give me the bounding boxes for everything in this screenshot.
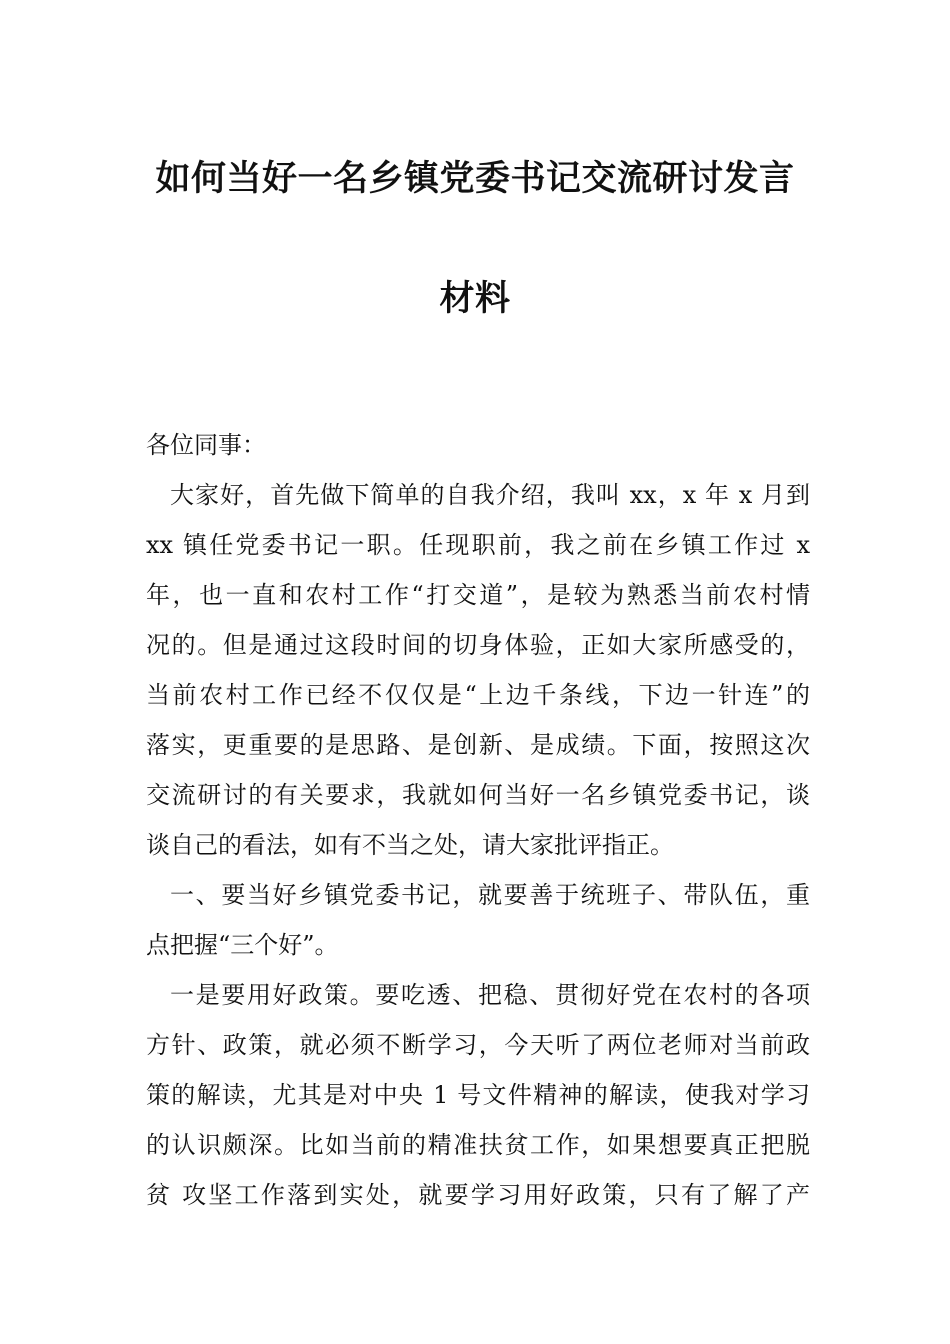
paragraph-line: 谈自己的看法，如有不当之处，请大家批评指正。 xyxy=(146,831,674,859)
paragraph-line: 况的。但是通过这段时间的切身体验，正如大家所感受的， xyxy=(146,631,810,659)
paragraph-line: xx 镇任党委书记一职。任现职前，我之前在乡镇工作过 x xyxy=(146,531,810,559)
document-body xyxy=(146,420,810,1220)
document-title-line-2: 材料 xyxy=(439,279,511,319)
paragraph-line: 策的解读，尤其是对中央 1 号文件精神的解读，使我对学习 xyxy=(146,1081,810,1109)
section-heading-line: 一、要当好乡镇党委书记，就要善于统班子、带队伍，重 xyxy=(170,881,810,909)
paragraph-line: 落实，更重要的是思路、是创新、是成绩。下面，按照这次 xyxy=(146,731,810,759)
section-heading-line: 点把握“三个好”。 xyxy=(146,931,339,959)
paragraph-line: 大家好，首先做下简单的自我介绍，我叫 xx，x 年 x 月到 xyxy=(170,481,810,509)
document-title-line-1: 如何当好一名乡镇党委书记交流研讨发言 xyxy=(155,159,795,199)
paragraph-line: 年，也一直和农村工作“打交道”，是较为熟悉当前农村情 xyxy=(146,581,810,609)
paragraph-line: 贫 攻坚工作落到实处，就要学习用好政策，只有了解了产 xyxy=(146,1181,810,1209)
paragraph-line: 方针、政策，就必须不断学习，今天听了两位老师对当前政 xyxy=(146,1031,810,1059)
paragraph-line: 当前农村工作已经不仅仅是“上边千条线，下边一针连”的 xyxy=(146,681,810,709)
paragraph-line: 的认识颇深。比如当前的精准扶贫工作，如果想要真正把脱 xyxy=(146,1131,810,1159)
salutation: 各位同事： xyxy=(146,431,266,459)
paragraph-line: 一是要用好政策。要吃透、把稳、贯彻好党在农村的各项 xyxy=(170,981,810,1009)
paragraph-line: 交流研讨的有关要求，我就如何当好一名乡镇党委书记，谈 xyxy=(146,781,810,809)
